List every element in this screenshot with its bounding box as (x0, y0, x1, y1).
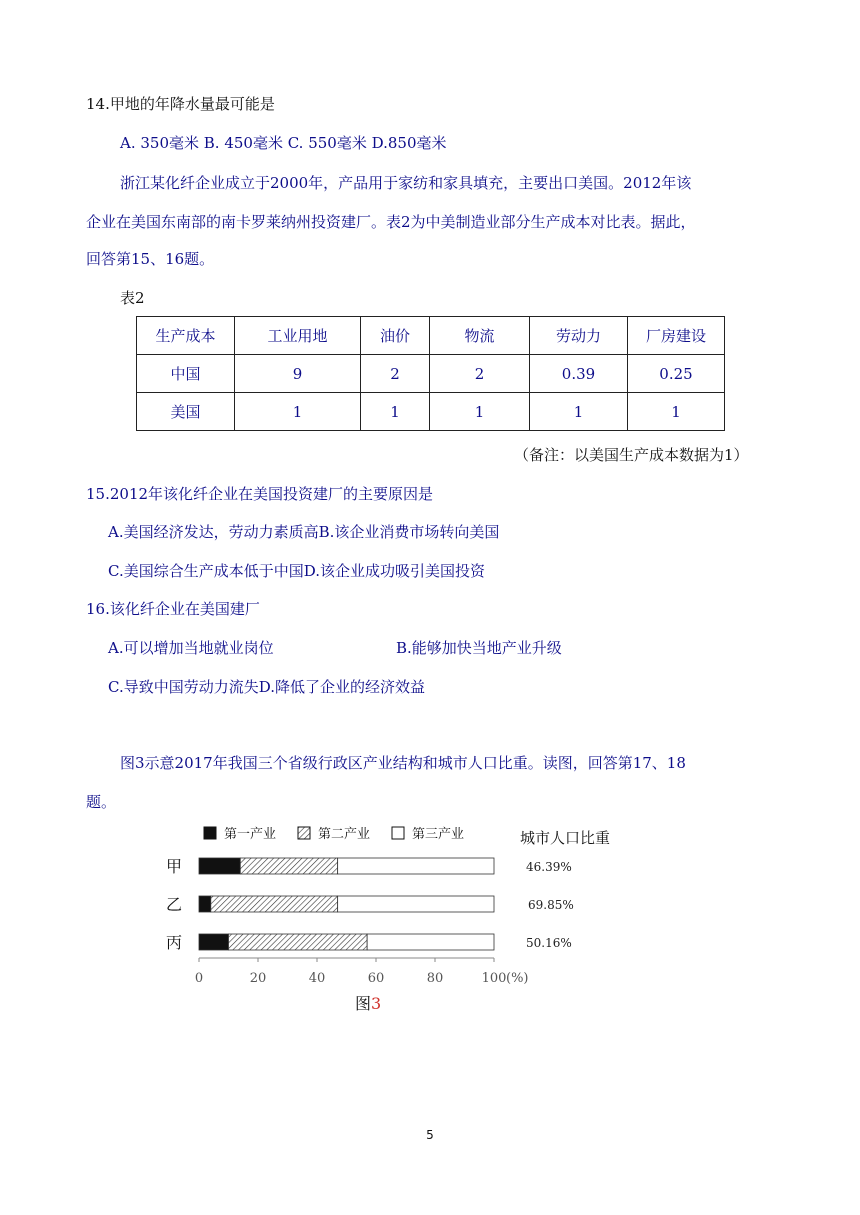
table-header-cell: 油价 (361, 317, 430, 355)
category-label: 丙 (166, 933, 183, 952)
table-cell: 1 (430, 393, 530, 431)
passage1-line1: 浙江某化纤企业成立于2000年，产品用于家纺和家具填充，主要出口美国。2012年该 (120, 174, 692, 192)
chart-bars (199, 858, 494, 950)
x-tick-label: 40 (308, 971, 326, 986)
category-label: 乙 (166, 895, 183, 914)
urban-ratio-value: 69.85% (528, 898, 574, 912)
x-tick-label: 0 (194, 971, 204, 986)
legend-label-tertiary: 第三产业 (412, 827, 465, 842)
q16-option-b: B.能够加快当地产业升级 (396, 639, 562, 657)
q15-options-cd: C.美国综合生产成本低于中国D.该企业成功吸引美国投资 (108, 562, 485, 580)
x-tick-label: 100 (481, 971, 507, 986)
bar-segment (338, 896, 494, 912)
chart-legend (204, 826, 464, 842)
passage1-line3: 回答第15、16题。 (86, 250, 215, 268)
bar-segment (229, 934, 368, 950)
bar-segment (199, 896, 211, 912)
table-note: （备注：以美国生产成本数据为1） (514, 446, 749, 464)
q16-options-cd: C.导致中国劳动力流失D.降低了企业的经济效益 (108, 678, 425, 696)
legend-swatch-secondary (298, 827, 310, 839)
figure-caption-number: 3 (371, 994, 382, 1013)
q16-option-a: A.可以增加当地就业岗位 (108, 639, 274, 657)
table-cell: 美国 (137, 393, 235, 431)
x-tick-label: 80 (426, 971, 444, 986)
q15-stem: 15.2012年该化纤企业在美国投资建厂的主要原因是 (86, 485, 434, 503)
urban-ratio-value: 50.16% (526, 936, 572, 950)
table-cell: 0.25 (628, 355, 725, 393)
page-number: 5 (426, 1128, 434, 1142)
bar-segment (211, 896, 338, 912)
figure-caption-prefix: 图 (355, 994, 372, 1013)
q14-options: A. 350毫米 B. 450毫米 C. 550毫米 D.850毫米 (120, 134, 447, 152)
table-cell: 1 (628, 393, 725, 431)
x-axis-unit: (%) (506, 971, 529, 986)
passage1-line2: 企业在美国东南部的南卡罗莱纳州投资建厂。表2为中美制造业部分生产成本对比表。据此， (86, 213, 696, 231)
x-tick-label: 20 (249, 971, 267, 986)
table-cell: 0.39 (530, 355, 628, 393)
bar-segment (240, 858, 337, 874)
x-tick-label: 60 (367, 971, 385, 986)
bar-segment (199, 858, 240, 874)
legend-label-secondary: 第二产业 (318, 827, 371, 842)
table-cell: 1 (530, 393, 628, 431)
passage2-line1: 图3示意2017年我国三个省级行政区产业结构和城市人口比重。读图，回答第17、18 (120, 754, 686, 772)
table-cell: 2 (430, 355, 530, 393)
table-cell: 9 (235, 355, 361, 393)
urban-ratio-value: 46.39% (526, 860, 572, 874)
table-header-cell: 工业用地 (235, 317, 361, 355)
bar-segment (199, 934, 229, 950)
category-label: 甲 (166, 857, 183, 876)
table-cell: 1 (235, 393, 361, 431)
legend-label-primary: 第一产业 (224, 827, 277, 842)
q14-stem: 14.甲地的年降水量最可能是 (86, 95, 275, 113)
table-caption: 表2 (120, 289, 145, 307)
table-header-cell: 生产成本 (137, 317, 235, 355)
passage2-line2: 题。 (86, 793, 117, 811)
x-axis-ticks (195, 958, 507, 986)
figure-caption (355, 994, 381, 1013)
bar-segment (367, 934, 494, 950)
q16-stem: 16.该化纤企业在美国建厂 (86, 600, 260, 618)
table-header-cell: 物流 (430, 317, 530, 355)
urban-ratio-header: 城市人口比重 (520, 829, 611, 847)
q15-options-ab: A.美国经济发达，劳动力素质高B.该企业消费市场转向美国 (108, 523, 500, 541)
table-header-cell: 劳动力 (530, 317, 628, 355)
table-cell: 中国 (137, 355, 235, 393)
table-cell: 1 (361, 393, 430, 431)
bar-segment (338, 858, 494, 874)
table-cell: 2 (361, 355, 430, 393)
legend-swatch-primary (204, 827, 216, 839)
legend-swatch-tertiary (392, 827, 404, 839)
table-header-cell: 厂房建设 (628, 317, 725, 355)
